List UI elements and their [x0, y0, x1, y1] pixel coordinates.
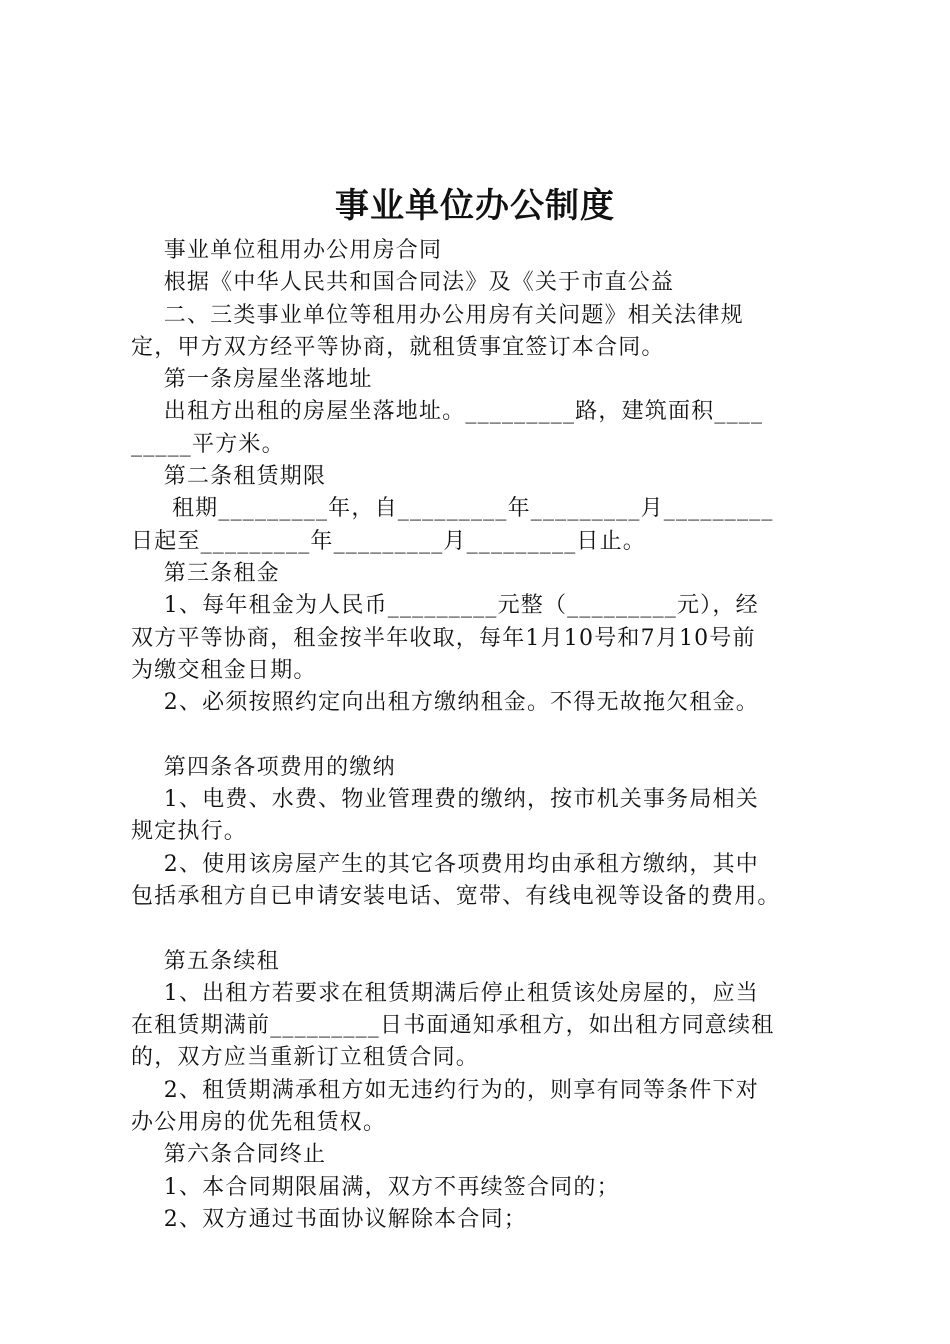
blank-line	[131, 913, 831, 945]
section-heading: 第四条各项费用的缴纳	[131, 754, 396, 780]
document-title: 事业单位办公制度	[335, 186, 615, 226]
section-heading: 第六条合同终止	[131, 1142, 327, 1168]
paragraph-line: 2、双方通过书面协议解除本合同；	[131, 1206, 527, 1232]
paragraph-line: 双方平等协商，租金按半年收取，每年1月10号和7月10号前	[131, 625, 756, 651]
section-heading: 第一条房屋坐落地址	[131, 367, 373, 393]
paragraph-line: 2、租赁期满承租方如无违约行为的，则享有同等条件下对	[131, 1077, 759, 1103]
paragraph-line: 出租方出租的房屋坐落地址。_________路，建筑面积____	[131, 399, 764, 425]
paragraph-line: 的，双方应当重新订立租赁合同。	[131, 1045, 480, 1071]
paragraph-line: 根据《中华人民共和国合同法》及《关于市直公益	[131, 270, 675, 296]
section-heading: 第五条续租	[131, 948, 280, 974]
paragraph-line: 1、本合同期限届满，双方不再续签合同的；	[131, 1174, 620, 1200]
paragraph-line: 1、电费、水费、物业管理费的缴纳，按市机关事务局相关	[131, 787, 759, 813]
paragraph-line: 包括承租方自已申请安装电话、宽带、有线电视等设备的费用。	[131, 883, 781, 909]
paragraph-line: 日起至_________年_________月_________日止。	[131, 528, 647, 554]
document-body	[131, 235, 831, 1236]
paragraph-line: 办公用房的优先租赁权。	[131, 1110, 387, 1136]
paragraph-line: 2、必须按照约定向出租方缴纳租金。不得无故拖欠租金。	[131, 690, 759, 716]
paragraph-line: 为缴交租金日期。	[131, 657, 317, 683]
section-heading: 第二条租赁期限	[131, 464, 327, 490]
paragraph-line: 1、出租方若要求在租赁期满后停止租赁该处房屋的，应当	[131, 980, 759, 1006]
paragraph-line: _____平方米。	[131, 431, 285, 457]
blank-line	[131, 719, 831, 751]
section-heading: 第三条租金	[131, 560, 280, 586]
paragraph-line: 租期_________年，自_________年_________月_________	[131, 496, 774, 522]
paragraph-line: 事业单位租用办公用房合同	[131, 238, 443, 263]
paragraph-line: 二、三类事业单位等租用办公用房有关问题》相关法律规	[131, 302, 744, 328]
paragraph-line: 1、每年租金为人民币_________元整（_________元），经	[131, 593, 759, 619]
paragraph-line: 2、使用该房屋产生的其它各项费用均由承租方缴纳，其中	[131, 851, 759, 877]
paragraph-line: 定，甲方双方经平等协商，就租赁事宜签订本合同。	[131, 334, 665, 360]
paragraph-line: 规定执行。	[131, 819, 248, 845]
paragraph-line: 在租赁期满前_________日书面通知承租方，如出租方同意续租	[131, 1013, 775, 1039]
